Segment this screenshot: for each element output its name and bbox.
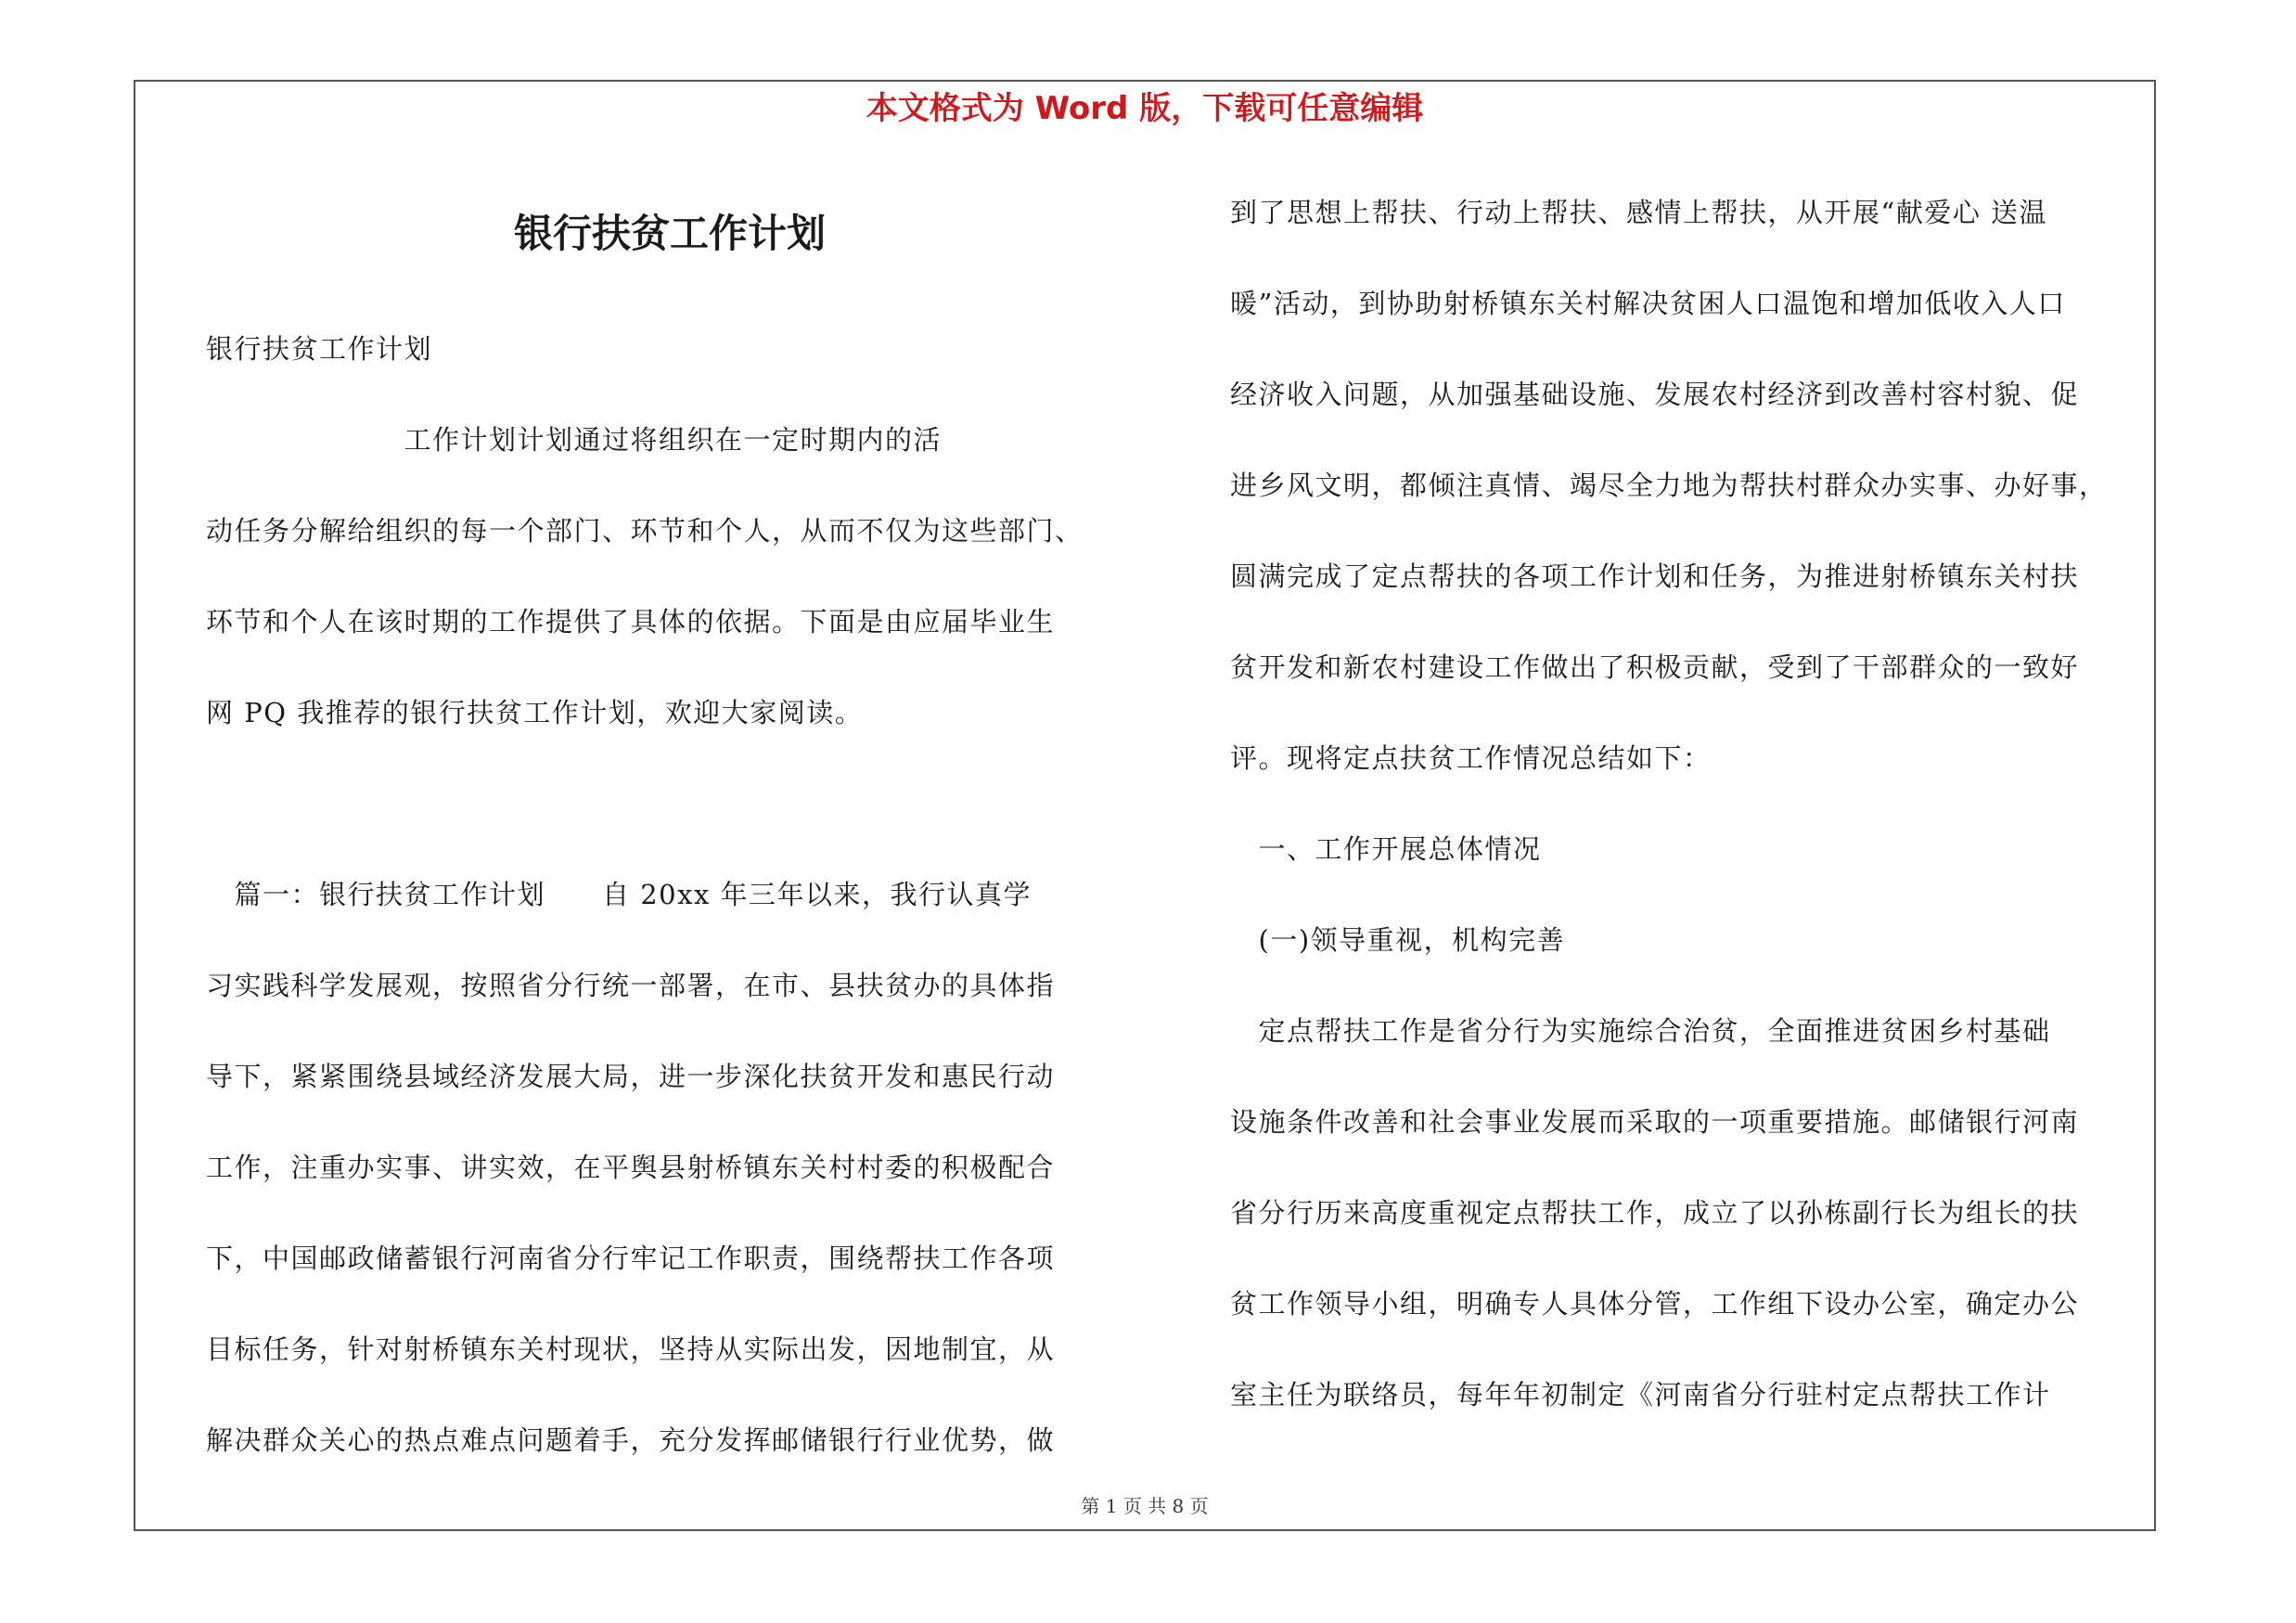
- text-line: 目标任务，针对射桥镇东关村现状，坚持从实际出发，因地制宜，从: [206, 1333, 1056, 1365]
- text-line: 环节和个人在该时期的工作提供了具体的依据。下面是由应届毕业生: [206, 606, 1056, 638]
- text-line: 进乡风文明，都倾注真情、竭尽全力地为帮扶村群众办实事、办好事，: [1230, 470, 2108, 501]
- text-line: 导下，紧紧围绕县域经济发展大局，进一步深化扶贫开发和惠民行动: [206, 1061, 1056, 1092]
- text-line: 暖”活动，到协助射桥镇东关村解决贫困人口温饱和增加低收入人口: [1230, 288, 2066, 319]
- text-line: 省分行历来高度重视定点帮扶工作，成立了以孙栋副行长为组长的扶: [1230, 1197, 2080, 1229]
- text-line: 习实践科学发展观，按照省分行统一部署，在市、县扶贫办的具体指: [206, 970, 1056, 1001]
- text-line: 室主任为联络员，每年年初制定《河南省分行驻村定点帮扶工作计: [1230, 1379, 2051, 1410]
- text-line: 银行扶贫工作计划: [206, 333, 433, 365]
- text-line: 圆满完成了定点帮扶的各项工作计划和任务，为推进射桥镇东关村扶: [1230, 560, 2080, 592]
- text-line: 工作，注重办实事、讲实效，在平舆县射桥镇东关村村委的积极配合: [206, 1152, 1056, 1183]
- word-format-banner: 本文格式为 Word 版，下载可任意编辑: [866, 90, 1424, 127]
- document-title: 银行扶贫工作计划: [513, 211, 826, 256]
- right-column: [1230, 167, 2148, 1440]
- text-line: 贫开发和新农村建设工作做出了积极贡献，受到了干部群众的一致好: [1230, 651, 2080, 683]
- text-line: 评。现将定点扶贫工作情况总结如下：: [1230, 742, 1712, 774]
- text-line: 定点帮扶工作是省分行为实施综合治贫，全面推进贫困乡村基础: [1230, 1015, 2051, 1047]
- text-line: [206, 758, 1134, 849]
- text-line: (一)领导重视，机构完善: [1230, 924, 1566, 956]
- text-line: 解决群众关心的热点难点问题着手，充分发挥邮储银行行业优势，做: [206, 1424, 1056, 1456]
- text-line: 篇一：银行扶贫工作计划 自 20xx 年三年以来，我行认真学: [206, 879, 1033, 910]
- text-line: 到了思想上帮扶、行动上帮扶、感情上帮扶，从开展“献爱心 送温: [1230, 197, 2048, 228]
- text-line: 经济收入问题，从加强基础设施、发展农村经济到改善村容村貌、促: [1230, 379, 2080, 410]
- text-line: 工作计划计划通过将组织在一定时期内的活: [206, 424, 943, 456]
- text-line: 下，中国邮政储蓄银行河南省分行牢记工作职责，围绕帮扶工作各项: [206, 1243, 1056, 1274]
- page-number-footer: 第 1 页 共 8 页: [1081, 1495, 1209, 1517]
- text-line: 网 PQ 我推荐的银行扶贫工作计划，欢迎大家阅读。: [206, 697, 864, 728]
- left-column: [206, 303, 1134, 1486]
- text-line: 设施条件改善和社会事业发展而采取的一项重要措施。邮储银行河南: [1230, 1106, 2080, 1138]
- text-line: 动任务分解给组织的每一个部门、环节和个人，从而不仅为这些部门、: [206, 515, 1084, 547]
- text-line: 一、工作开展总体情况: [1230, 833, 1542, 865]
- text-line: 贫工作领导小组，明确专人具体分管，工作组下设办公室，确定办公: [1230, 1288, 2080, 1320]
